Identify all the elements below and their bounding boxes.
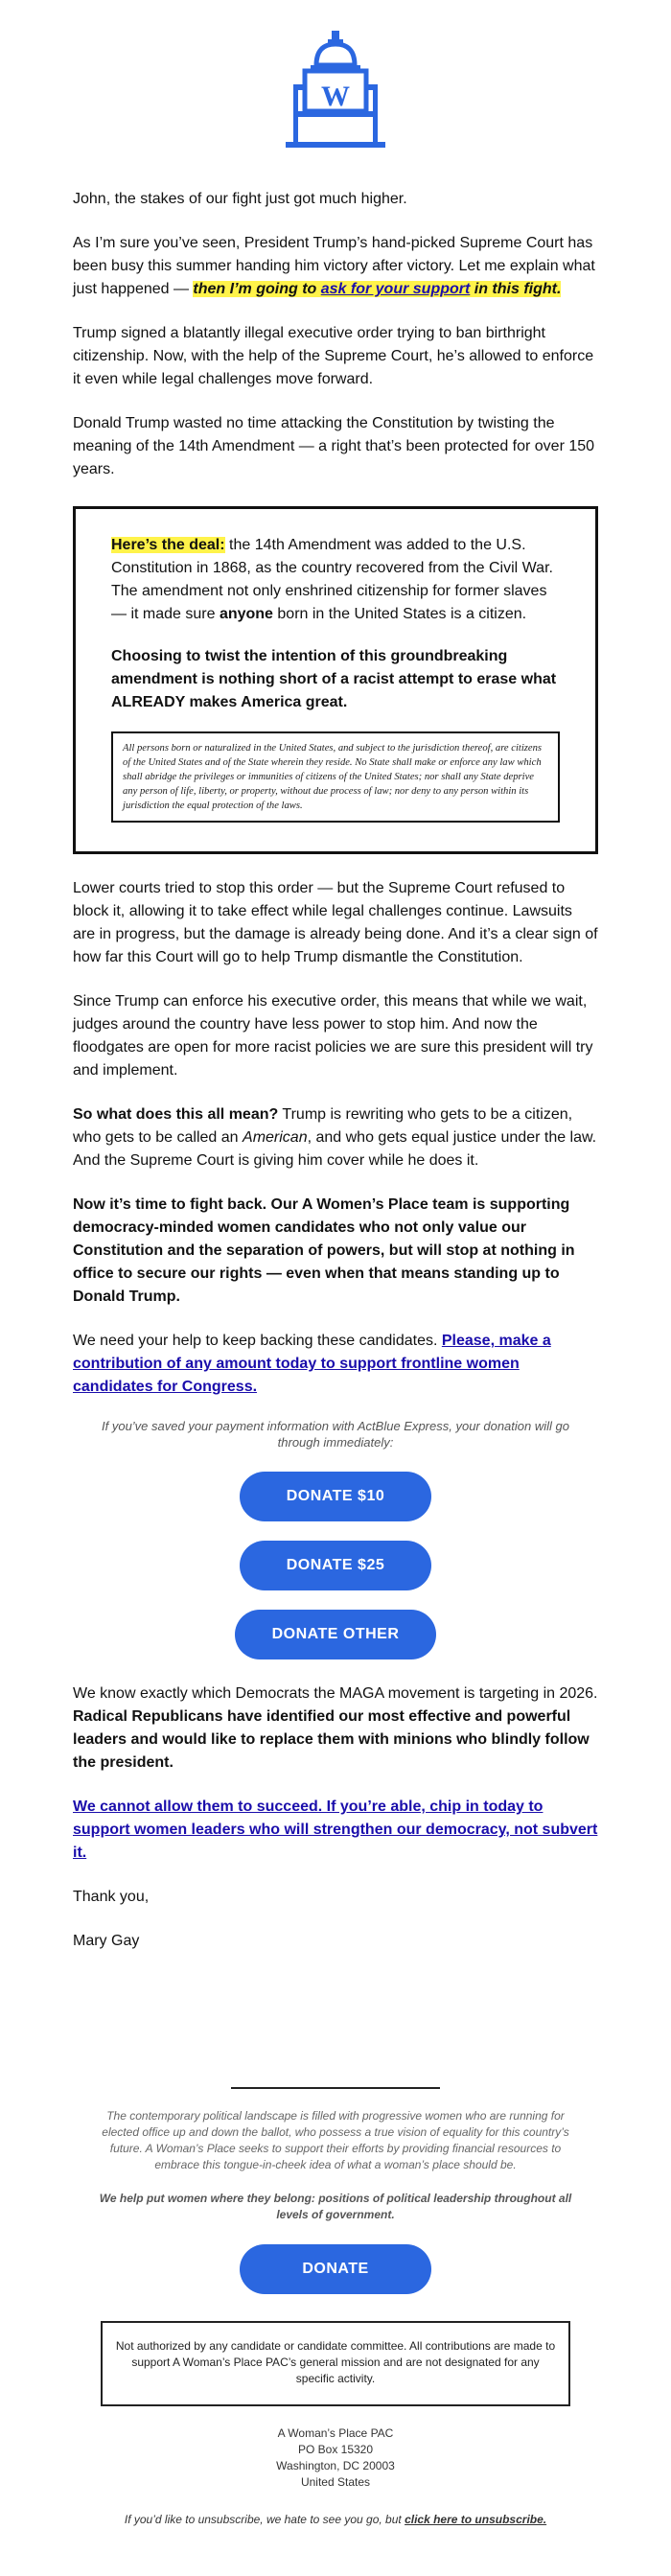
address-line: PO Box 15320 xyxy=(297,2443,374,2456)
disclaimer-box: Not authorized by any candidate or candidate committee. All contributions are made to support A Woman’s Place PAC’s general mission and are not designated for any specific activity. xyxy=(101,2321,570,2406)
paragraph-8-text: We need your help to keep backing these candidates. xyxy=(73,1333,442,1349)
deal-label: Here’s the deal: xyxy=(111,537,225,553)
paragraph-6-em: American xyxy=(243,1129,308,1146)
paragraph-9-text: We know exactly which Democrats the MAGA movement is targeting in 2026. xyxy=(73,1685,598,1702)
deal-text-a: the 14th Amendment was added to the U.S. Constitution in 1868, as the country recovered from the Civil War. The amendment not only enshrined citizenship for former slaves — it made sure xyxy=(111,537,553,622)
paragraph-8 xyxy=(73,1330,598,1399)
paragraph-3: Donald Trump wasted no time attacking the Constitution by twisting the meaning of the 14th Amendment — a right that’s been protected for over 150 years. xyxy=(73,415,595,477)
paragraph-2: Trump signed a blatantly illegal executive order trying to ban birthright citizenship. Now, with the help of the Supreme Court, he’s allowed to enforce it even while legal challenges move forward. xyxy=(73,325,594,387)
unsubscribe-link[interactable]: click here to unsubscribe. xyxy=(405,2513,547,2526)
thanks-text: Thank you, xyxy=(73,1889,150,1905)
paragraph-7: Now it’s time to fight back. Our A Women’s Place team is supporting democracy-minded women candidates who not only value our Constitution and the separation of powers, but will stop at nothing in office to secure our rights — even when that means standing up to Donald Trump. xyxy=(73,1196,575,1305)
bold-statement: Choosing to twist the intention of this groundbreaking amendment is nothing short of a racist attempt to erase what ALREADY makes America great. xyxy=(111,648,557,710)
paragraph-1-text: As I’m sure you’ve seen, President Trump’s hand-picked Supreme Court has been busy this summer handing him victory after victory. Let me explain what just happened — xyxy=(73,235,595,297)
deal-paragraph xyxy=(111,534,560,626)
contribute-link[interactable]: Please, make a contribution of any amount today to support frontline women candidates for Congress. xyxy=(73,1333,551,1395)
highlight-text-b: in this fight. xyxy=(470,281,562,297)
paragraph-9-bold: Radical Republicans have identified our most effective and powerful leaders and would like to replace them with minions who blindly follow the president. xyxy=(73,1708,590,1771)
address-line: Washington, DC 20003 xyxy=(276,2459,395,2472)
amendment-quote: All persons born or naturalized in the United States, and subject to the jurisdiction thereof, are citizens of the United States and of the State wherein they reside. No State shall make or enforce any law which shall abridge the privileges or immunities of citizens of the United States; nor shall any State deprive any person of life, liberty, or property, without due process of law; nor deny to any person within its jurisdiction the equal protection of the laws. xyxy=(111,731,560,823)
footer-tagline: We help put women where they belong: positions of political leadership throughout all levels of government. xyxy=(99,2192,572,2221)
unsubscribe-text xyxy=(73,2512,598,2528)
donate-25-button[interactable]: DONATE $25 xyxy=(240,1541,431,1590)
highlight-text-a: then I’m going to xyxy=(193,281,321,297)
paragraph-4: Lower courts tried to stop this order — but the Supreme Court refused to block it, allowing it to take effect while legal challenges continue. Lawsuits are in progress, but the damage is already being done. And it’s a clear sign of how far this Court will go to help Trump dismantle the Constitution. xyxy=(73,880,598,965)
actblue-note: If you’ve saved your payment information with ActBlue Express, your donation will go through immediately: xyxy=(102,1419,569,1450)
paragraph-6-text-b: , and who gets equal justice under the law. And the Supreme Court is giving him cover while he does it. xyxy=(73,1129,597,1169)
paragraph-10 xyxy=(73,1796,598,1865)
donate-button[interactable]: DONATE xyxy=(240,2244,431,2294)
paragraph-1 xyxy=(73,232,598,301)
logo-letter: W xyxy=(321,81,350,112)
paragraph-9 xyxy=(73,1683,598,1775)
mailing-address xyxy=(73,2425,598,2491)
capitol-dome-icon xyxy=(268,27,403,171)
address-line: A Woman’s Place PAC xyxy=(277,2426,394,2440)
email-body xyxy=(73,27,598,2528)
donate-10-button[interactable]: DONATE $10 xyxy=(240,1472,431,1521)
donate-other-button[interactable]: DONATE OTHER xyxy=(235,1610,436,1659)
address-line: United States xyxy=(300,2475,371,2489)
deal-bold: anyone xyxy=(219,606,273,622)
support-link[interactable]: ask for your support xyxy=(320,281,471,297)
paragraph-6-bold: So what does this all mean? xyxy=(73,1106,279,1123)
deal-text-b: born in the United States is a citizen. xyxy=(272,606,527,622)
chip-in-link[interactable]: We cannot allow them to succeed. If you’re able, chip in today to support women leaders who will strengthen our democracy, not subvert it. xyxy=(73,1799,598,1861)
signature: Mary Gay xyxy=(73,1933,140,1949)
paragraph-6 xyxy=(73,1103,598,1172)
paragraph-6-text-a: Trump is rewriting who gets to be a citizen, who gets to be called an xyxy=(73,1106,573,1146)
intro-text: John, the stakes of our fight just got much higher. xyxy=(73,191,407,207)
paragraph-5: Since Trump can enforce his executive order, this means that while we wait, judges around the country have less power to stop him. And now the floodgates are open for more racist policies we are sure this president will try and implement. xyxy=(73,993,593,1079)
footer-divider xyxy=(231,2087,440,2089)
unsubscribe-prefix: If you’d like to unsubscribe, we hate to see you go, but xyxy=(124,2513,405,2526)
highlight-callout xyxy=(193,281,561,297)
amendment-callout-box xyxy=(73,506,598,854)
footer-about: The contemporary political landscape is filled with progressive women who are running for elected office up and down the ballot, who possess a true vision of equality for this country’s future. A Woman’s Place seeks to support their efforts by providing financial resources to embrace this tongue-in-cheek idea of what a woman’s place should be. xyxy=(102,2109,569,2171)
